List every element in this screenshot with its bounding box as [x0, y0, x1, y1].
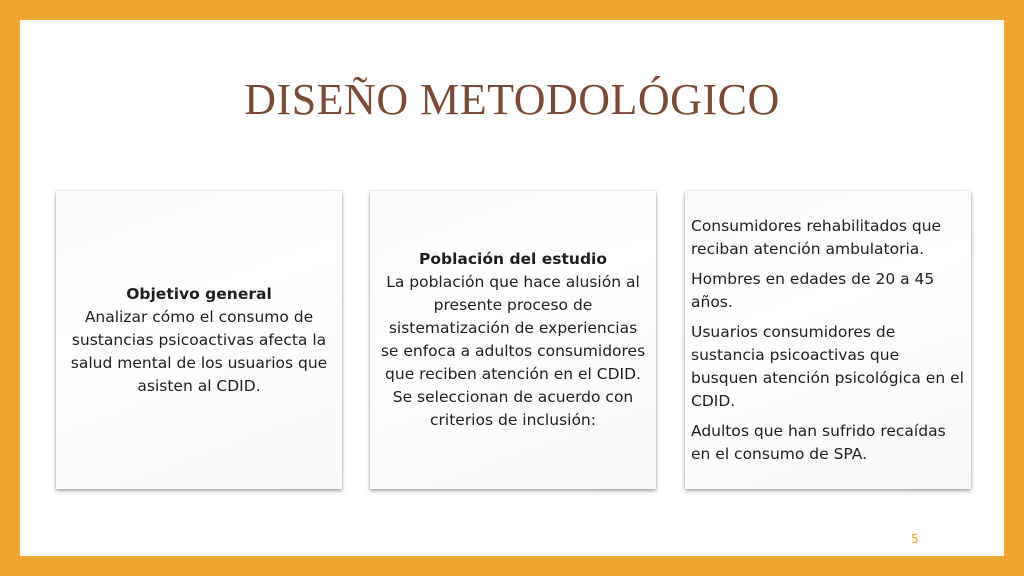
criterion-item: Hombres en edades de 20 a 45 años. [691, 269, 935, 311]
card-criterios-inclusion [685, 191, 971, 489]
page-number: 5 [911, 532, 919, 546]
card-body: La población que hace alusión al presente proceso de sistematización de experiencias se enfoca a adultos consumidores que reciben atención en el CDID. Se seleccionan de acuerdo con criterios de inclusión: [380, 273, 646, 429]
card-objetivo-general [56, 191, 342, 489]
card-poblacion-estudio [370, 191, 656, 489]
slide [20, 20, 1004, 556]
criterion-item: Adultos que han sufrido recaídas en el consumo de SPA. [691, 421, 946, 463]
slide-title: DISEÑO METODOLÓGICO [244, 75, 780, 124]
card-heading: Objetivo general [126, 284, 272, 303]
criterion-item: Consumidores rehabilitados que reciban atención ambulatoria. [691, 216, 942, 258]
card-heading: Población del estudio [418, 250, 607, 268]
criterion-item: Usuarios consumidores de sustancia psicoactivas que busquen atención psicológica en el CDID. [691, 322, 964, 410]
card-body: Analizar cómo el consumo de sustancias psicoactivas afecta la salud mental de los usuarios que asisten al CDID. [70, 307, 328, 395]
